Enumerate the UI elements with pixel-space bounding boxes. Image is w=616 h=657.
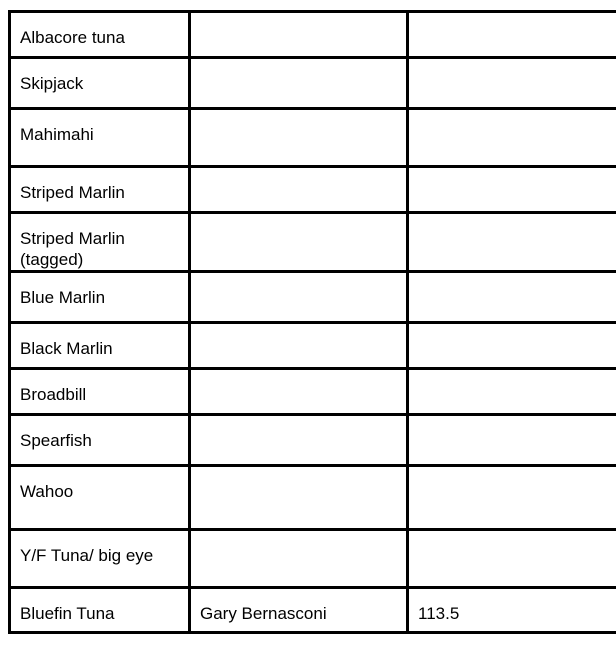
species-name: Bluefin Tuna [20,604,115,623]
angler-cell [190,213,408,272]
angler-cell [190,58,408,109]
species-name: Skipjack [20,74,84,93]
angler-name [200,110,406,124]
species-cell [10,530,190,588]
table-row [10,415,616,466]
species-record-table [8,10,616,634]
weight-value [418,13,616,27]
weight-cell [408,323,616,369]
weight-cell [408,272,616,323]
angler-cell [190,272,408,323]
weight-cell [408,415,616,466]
species-cell [10,109,190,167]
weight-value [418,59,616,73]
angler-name: Gary Bernasconi [200,604,327,623]
table-row [10,323,616,369]
angler-cell [190,466,408,530]
table-row [10,58,616,109]
angler-name [200,168,406,182]
species-cell [10,213,190,272]
weight-value [418,467,616,481]
species-name: Striped Marlin (tagged) [20,229,125,269]
weight-value [418,168,616,182]
weight-value: 113.5 [418,604,460,623]
angler-cell [190,369,408,415]
species-name: Wahoo [20,482,74,501]
species-name: Y/F Tuna/ big eye [20,546,154,565]
species-cell [10,58,190,109]
table-row [10,530,616,588]
angler-cell [190,323,408,369]
species-cell [10,12,190,58]
angler-name [200,59,406,73]
species-cell [10,588,190,633]
weight-value [418,110,616,124]
species-name: Albacore tuna [20,28,125,47]
angler-name [200,531,406,545]
table-row [10,369,616,415]
weight-cell [408,588,616,633]
weight-cell [408,213,616,272]
angler-name [200,370,406,384]
table-row [10,588,616,633]
weight-cell [408,58,616,109]
angler-cell [190,12,408,58]
weight-cell [408,167,616,213]
angler-cell [190,415,408,466]
weight-cell [408,530,616,588]
angler-cell [190,588,408,633]
weight-value [418,214,616,228]
weight-value [418,324,616,338]
species-name: Black Marlin [20,339,113,358]
angler-name [200,324,406,338]
species-cell [10,369,190,415]
species-name: Broadbill [20,385,87,404]
species-cell [10,272,190,323]
weight-value [418,273,616,287]
weight-cell [408,12,616,58]
species-name: Mahimahi [20,125,94,144]
weight-value [418,531,616,545]
angler-name [200,214,406,228]
species-cell [10,167,190,213]
angler-name [200,467,406,481]
table-row [10,466,616,530]
weight-cell [408,109,616,167]
species-name: Striped Marlin [20,183,125,202]
angler-cell [190,109,408,167]
species-name: Spearfish [20,431,92,450]
angler-cell [190,167,408,213]
species-cell [10,323,190,369]
weight-cell [408,369,616,415]
species-cell [10,466,190,530]
weight-value [418,416,616,430]
table-row [10,213,616,272]
table-row [10,109,616,167]
weight-value [418,370,616,384]
weight-cell [408,466,616,530]
table-row [10,272,616,323]
species-name: Blue Marlin [20,288,106,307]
species-cell [10,415,190,466]
angler-name [200,273,406,287]
table-row [10,167,616,213]
table-row [10,12,616,58]
angler-name [200,13,406,27]
angler-cell [190,530,408,588]
angler-name [200,416,406,430]
